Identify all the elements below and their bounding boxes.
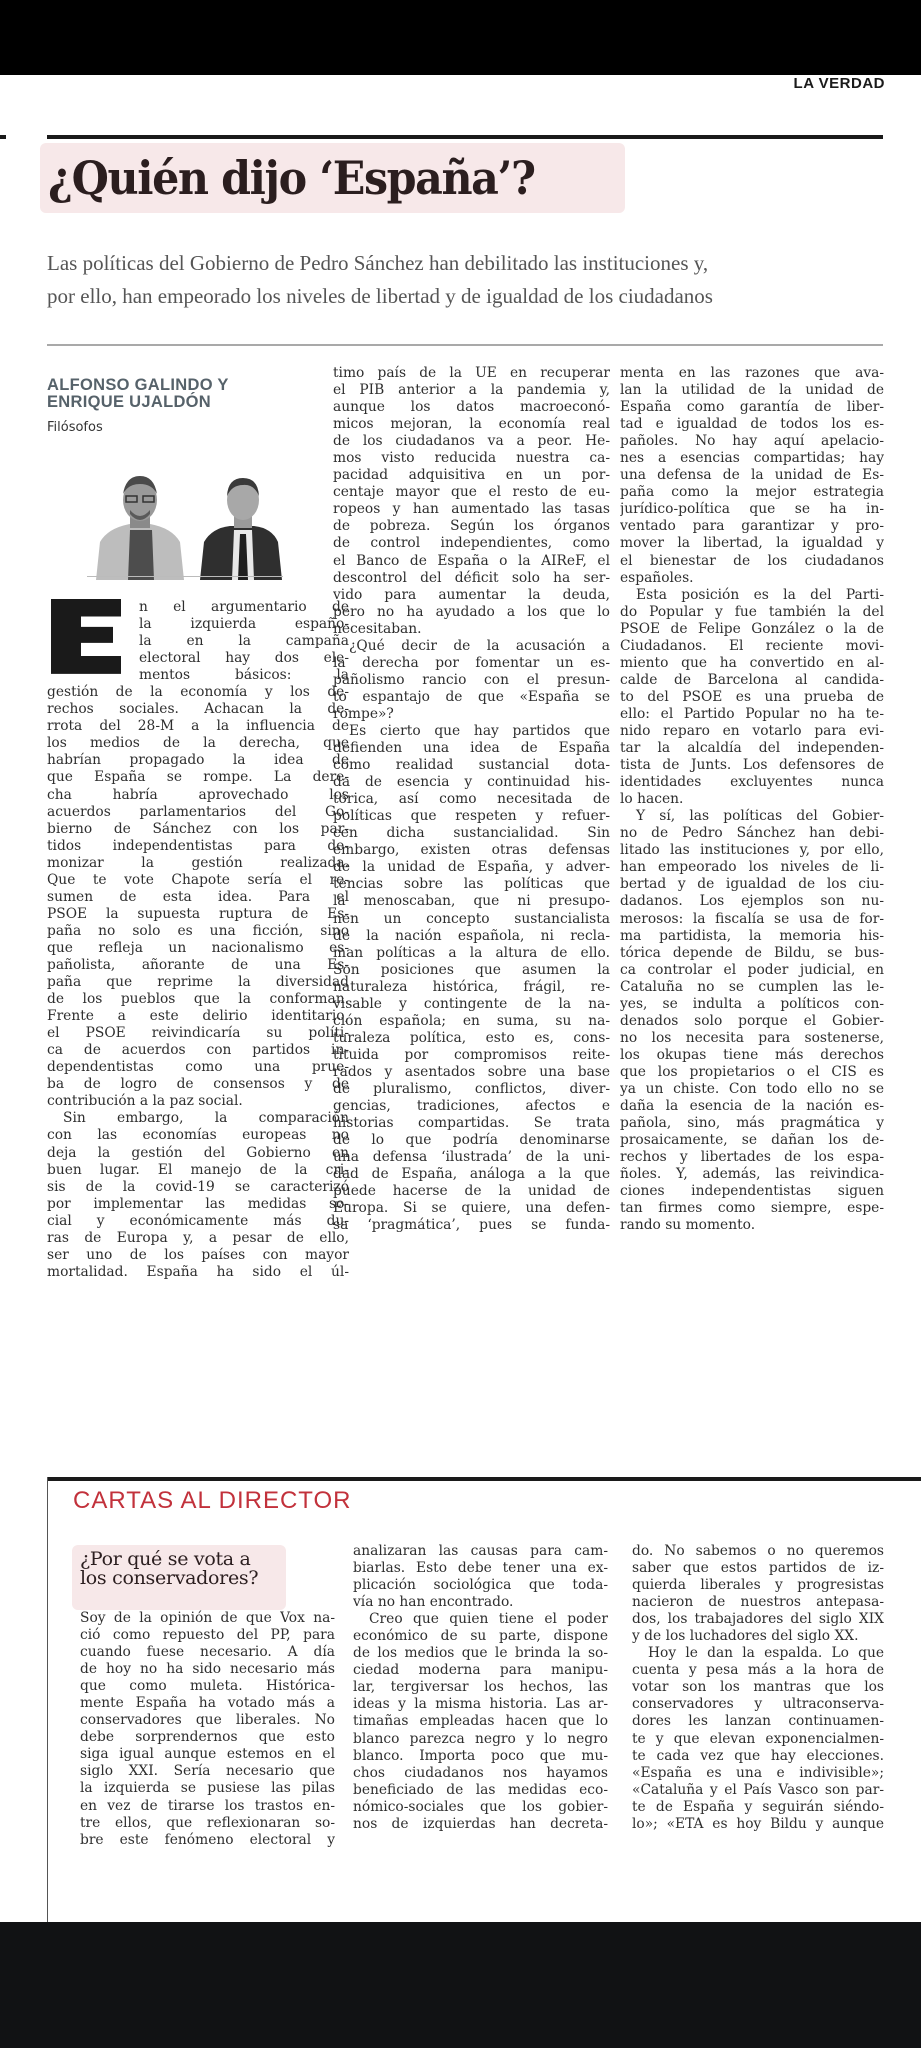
text-line: Frente a este delirio identitario, xyxy=(47,1008,349,1025)
text-line: centaje mayor que el resto de eu- xyxy=(333,484,610,501)
header-rule xyxy=(47,135,883,139)
text-line: ya un chiste. Con todo ello no se xyxy=(620,1080,884,1097)
text-line: que refleja un nacionalismo es- xyxy=(47,939,349,956)
text-line: no de Pedro Sánchez han debi- xyxy=(620,825,884,842)
text-line: pañolismo rancio con el presun- xyxy=(333,671,610,688)
text-line: que España se rompe. La dere- xyxy=(47,769,349,786)
text-line: tidos independentistas para de- xyxy=(47,837,349,854)
text-line: Hoy le dan la espalda. Lo que xyxy=(648,1645,884,1662)
text-line: Que te vote Chapote sería el re- xyxy=(47,871,349,888)
text-line: nen un concepto sustancialista xyxy=(333,910,610,927)
text-line: el PSOE reivindicaría su políti- xyxy=(47,1025,349,1042)
text-line: ello: el Partido Popular no ha te- xyxy=(620,705,884,722)
deck-rule xyxy=(47,344,883,346)
text-line: nido reparo en votarlo para evi- xyxy=(620,722,884,739)
text-line: España como garantía de liber- xyxy=(620,399,884,416)
text-line: de hoy no ha sido necesario más xyxy=(80,1661,335,1678)
bottom-black-bar xyxy=(0,1922,921,2048)
deck-line: Las políticas del Gobierno de Pedro Sánchez han debilitado las instituciones y, xyxy=(47,251,709,275)
text-line: sa ‘pragmática’, pues se funda- xyxy=(333,1217,610,1234)
text-line: tórica, así como necesitada de xyxy=(333,791,610,808)
text-line: ideas y la misma historia. Las ar- xyxy=(353,1696,608,1713)
text-line: ventado para garantizar y pro- xyxy=(620,518,884,535)
dropcap-line: la en la campaña xyxy=(139,633,349,650)
text-line: ropeos y han aumentado las tasas xyxy=(333,501,610,518)
article-column-2 xyxy=(333,365,610,1234)
text-line: tan firmes como siempre, espe- xyxy=(620,1200,884,1217)
text-line: ció como repuesto del PP, para xyxy=(80,1627,335,1644)
text-line: la derecha por fomentar un es- xyxy=(333,654,610,671)
text-line: de la nación española, ni recla- xyxy=(333,927,610,944)
text-line: timo país de la UE en recuperar xyxy=(333,365,610,381)
text-line: do Popular y fue también la del xyxy=(620,603,884,620)
column-3-body xyxy=(620,365,884,1234)
author-photo-1 xyxy=(96,476,184,580)
text-line: analizaran las causas para cam- xyxy=(353,1543,608,1559)
text-line: miento que ha convertido en al- xyxy=(620,654,884,671)
text-line: rechos y libertades de los espa- xyxy=(620,1149,884,1166)
deck-line: por ello, han empeorado los niveles de libertad y de igualdad de los ciudadanos xyxy=(47,284,713,308)
letter-title-line: los conservadores? xyxy=(80,1567,259,1589)
text-line: el bienestar de los ciudadanos xyxy=(620,552,884,569)
text-line: ción española; en suma, su na- xyxy=(333,1012,610,1029)
text-line: paña que reprime la diversidad xyxy=(47,974,349,991)
text-line: litado las instituciones y, por ello, xyxy=(620,842,884,859)
text-line: económico de su parte, dispone xyxy=(353,1628,608,1645)
text-line: Creo que quien tiene el poder xyxy=(369,1611,608,1628)
text-line: cuenta y pesa más a la hora de xyxy=(632,1662,884,1679)
text-line: pacidad adquisitiva en un por- xyxy=(333,467,610,484)
text-line: to espantajo de que «España se xyxy=(333,688,610,705)
text-line: rrota del 28-M a la influencia de xyxy=(47,718,349,735)
text-line: que los propietarios o el CIS es xyxy=(620,1063,884,1080)
text-line: acuerdos parlamentarios del Go- xyxy=(47,803,349,820)
text-line: visable y contingente de la na- xyxy=(333,995,610,1012)
text-line: sumen de esta idea. Para el xyxy=(47,888,349,905)
newspaper-page xyxy=(0,75,921,1922)
text-line: el Banco de España o la AIReF, el xyxy=(333,552,610,569)
author-photos xyxy=(88,470,284,580)
text-line: españoles. xyxy=(620,569,694,586)
text-line: paña no solo es una ficción, sino xyxy=(47,922,349,939)
text-line: cuando fuese necesario. A día xyxy=(80,1644,335,1661)
letter-column-1 xyxy=(80,1610,335,1849)
text-line: Europa. Si se quiere, una defen- xyxy=(333,1200,610,1217)
text-line: ma partidista, la memoria his- xyxy=(620,927,884,944)
text-line: mover la libertad, la igualdad y xyxy=(620,535,884,552)
article-column-1 xyxy=(47,599,349,1281)
text-line: de control independientes, como xyxy=(333,535,610,552)
text-line: necesitaban. xyxy=(333,620,422,637)
text-line: lar, tergiversar los hechos, las xyxy=(353,1679,608,1696)
letter-title xyxy=(80,1550,258,1588)
text-line: habrían propagado la idea de xyxy=(47,752,349,769)
text-line: han empeorado los niveles de li- xyxy=(620,859,884,876)
text-line: nacieron de nuestros antepasa- xyxy=(632,1594,884,1611)
article-title: ¿Quién dijo ‘España’? xyxy=(48,151,535,205)
text-line: denados solo porque el Gobier- xyxy=(620,1012,884,1029)
text-line: no los necesita para sostenerse, xyxy=(620,1029,884,1046)
text-line: menta en las razones que ava- xyxy=(620,365,884,381)
article-column-3 xyxy=(620,365,884,1234)
text-line: dependentistas como una prue- xyxy=(47,1059,349,1076)
text-line: calde de Barcelona al candida- xyxy=(620,671,884,688)
text-line: timañas empleadas hacen que lo xyxy=(353,1713,608,1730)
text-line: te de España y seguirán siéndo- xyxy=(632,1798,884,1815)
text-line: dadanos. Los ejemplos son nu- xyxy=(620,893,884,910)
text-line: monizar la gestión realizada. xyxy=(47,854,349,871)
text-line: políticas que respeten y refuer- xyxy=(333,808,610,825)
text-line: beneficiado de las medidas eco- xyxy=(353,1781,608,1798)
text-line: Son posiciones que asumen la xyxy=(333,961,610,978)
dropcap-line: electoral hay dos ele- xyxy=(139,650,349,667)
text-line: paña como la mejor estrategia xyxy=(620,484,884,501)
text-line: ¿Qué decir de la acusación a xyxy=(349,637,610,654)
text-line: rados y asentados sobre una base xyxy=(333,1063,610,1080)
text-line: Soy de la opinión de que Vox na- xyxy=(80,1610,335,1626)
text-line: mos visto reducida nuestra ca- xyxy=(333,450,610,467)
text-line: con las economías europeas no xyxy=(47,1127,349,1144)
text-line: naturaleza histórica, frágil, re- xyxy=(333,978,610,995)
letters-section-border xyxy=(47,1477,48,1922)
top-black-bar xyxy=(0,0,921,75)
text-line: bierno de Sánchez con los par- xyxy=(47,820,349,837)
text-line: micos mejoran, la economía real xyxy=(333,416,610,433)
text-line: lo»; «ETA es hoy Bildu y aunque xyxy=(632,1815,884,1832)
text-line: PSOE de Felipe González o la de xyxy=(620,620,884,637)
text-line: turaleza política, esto es, cons- xyxy=(333,1029,610,1046)
text-line: rompe»? xyxy=(333,705,394,722)
text-line: el PIB anterior a la pandemia y, xyxy=(333,382,610,399)
text-line: pañolista, añorante de una Es- xyxy=(47,956,349,973)
text-line: mortalidad. España ha sido el úl- xyxy=(47,1263,349,1280)
text-line: da de esencia y continuidad his- xyxy=(333,774,610,791)
text-line: ser uno de los países con mayor xyxy=(47,1246,349,1263)
text-line: ca de acuerdos con partidos in- xyxy=(47,1042,349,1059)
author-photo-2 xyxy=(200,478,282,580)
byline-line: ALFONSO GALINDO Y xyxy=(47,376,229,394)
letter-column-1-body xyxy=(80,1610,335,1849)
text-line: conservadores y ultraconserva- xyxy=(632,1696,884,1713)
text-line: blanco. Importa poco que mu- xyxy=(353,1747,608,1764)
text-line: bertad y de igualdad de los ciu- xyxy=(620,876,884,893)
text-line: tre ellos, que reflexionaran so- xyxy=(80,1814,335,1831)
text-line: ras de Europa y, a pesar de ello, xyxy=(47,1229,349,1246)
text-line: tituida por compromisos reite- xyxy=(333,1046,610,1063)
text-line: en vez de tirarse los trastos en- xyxy=(80,1797,335,1814)
text-line: de los pueblos que la conforman. xyxy=(47,991,349,1008)
text-line: deja la gestión del Gobierno en xyxy=(47,1144,349,1161)
text-line: cha habría aprovechado los xyxy=(47,786,349,803)
author-role: Filósofos xyxy=(47,420,103,435)
text-line: conservadores que liberales. No xyxy=(80,1712,335,1729)
text-line: una defensa ‘ilustrada’ de la uni- xyxy=(333,1149,610,1166)
text-line: de pluralismo, conflictos, diver- xyxy=(333,1080,610,1097)
letter-column-2 xyxy=(353,1543,608,1833)
text-line: buen lugar. El manejo de la cri- xyxy=(47,1161,349,1178)
text-line: prosaicamente, se dañan los de- xyxy=(620,1132,884,1149)
photo-baseline-rule xyxy=(87,576,283,577)
text-line: dad de España, análoga a la que xyxy=(333,1166,610,1183)
text-line: dos, los trabajadores del siglo XIX xyxy=(632,1611,884,1628)
text-line: de pobreza. Según los órganos xyxy=(333,518,610,535)
text-line: la izquierda se pusiese las pilas xyxy=(80,1780,335,1797)
text-line: historias compartidas. Se trata xyxy=(333,1115,610,1132)
text-line: de los medios que le brinda la so- xyxy=(353,1645,608,1662)
text-line: Es cierto que hay partidos que xyxy=(349,722,610,739)
text-line: PSOE la supuesta ruptura de Es- xyxy=(47,905,349,922)
text-line: yes, se indulta a políticos con- xyxy=(620,995,884,1012)
publication-name: LA VERDAD xyxy=(793,75,885,92)
text-line: «Cataluña y el País Vasco son par- xyxy=(632,1781,884,1798)
text-line: los okupas tiene más derechos xyxy=(620,1046,884,1063)
text-line: biarlas. Esto debe tener una ex- xyxy=(353,1560,608,1577)
text-line: que como muleta. Histórica- xyxy=(80,1678,335,1695)
text-line: pañoles. No hay aquí apelacio- xyxy=(620,433,884,450)
text-line: tar la alcaldía del independen- xyxy=(620,740,884,757)
text-line: Sin embargo, la comparación xyxy=(63,1110,349,1127)
text-line: «España es una e indivisible»; xyxy=(632,1764,884,1781)
text-line: vía no han encontrado. xyxy=(353,1594,514,1611)
text-line: lo hacen. xyxy=(620,791,684,808)
text-line: aunque los datos macroeconó- xyxy=(333,399,610,416)
text-line: por implementar las medidas so- xyxy=(47,1195,349,1212)
text-line: quierda liberales y progresistas xyxy=(632,1577,884,1594)
text-line: pañola, sino, más pragmática y xyxy=(620,1115,884,1132)
text-line: sis de la covid-19 se caracterizó xyxy=(47,1178,349,1195)
text-line: rando su momento. xyxy=(620,1217,756,1234)
text-line: de lo que podría denominarse xyxy=(333,1132,610,1149)
text-line: chos ciudadanos nos hayamos xyxy=(353,1764,608,1781)
text-line: tencias sobre las políticas que xyxy=(333,876,610,893)
dropcap-line: mentos básicos: la xyxy=(139,667,349,684)
text-line: siga igual aunque estemos en el xyxy=(80,1746,335,1763)
text-line: tad e igualdad de todos los es- xyxy=(620,416,884,433)
text-line: blanco parezca negro y lo negro xyxy=(353,1730,608,1747)
text-line: nómico-sociales que los gobier- xyxy=(353,1798,608,1815)
text-line: los medios de la derecha, que xyxy=(47,735,349,752)
byline-line: ENRIQUE UJALDÓN xyxy=(47,393,212,411)
text-line: ñoles. Y, además, las reivindica- xyxy=(620,1166,884,1183)
text-line: de los ciudadanos va a peor. He- xyxy=(333,433,610,450)
text-line: tórica depende de Bildu, se bus- xyxy=(620,944,884,961)
text-line: como realidad sustancial dota- xyxy=(333,757,610,774)
text-line: ba de logro de consensos y de xyxy=(47,1076,349,1093)
text-line: mente España ha votado más a xyxy=(80,1695,335,1712)
text-line: nes a esencias compartidas; hay xyxy=(620,450,884,467)
text-line: la menoscaban, que ni presupo- xyxy=(333,893,610,910)
text-line: to del PSOE es una prueba de xyxy=(620,688,884,705)
dropcap-line: la izquierda españo- xyxy=(139,616,349,633)
text-line: debe sorprendernos que esto xyxy=(80,1729,335,1746)
text-line: nos de izquierdas han decreta- xyxy=(353,1815,608,1832)
letter-column-3 xyxy=(632,1543,884,1833)
text-line: tista de Junts. Los defensores de xyxy=(620,757,884,774)
letter-title-line: ¿Por qué se vota a xyxy=(80,1548,251,1570)
letters-section-rule xyxy=(47,1477,921,1481)
text-line: vido para aumentar la deuda, xyxy=(333,586,610,603)
text-line: siglo XXI. Sería necesario que xyxy=(80,1763,335,1780)
byline xyxy=(47,377,229,411)
article-deck xyxy=(47,247,887,313)
text-line: Y sí, las políticas del Gobier- xyxy=(636,808,884,825)
text-line: Cataluña no se cumplen las le- xyxy=(620,978,884,995)
text-line: y de los luchadores del siglo XX. xyxy=(632,1628,859,1645)
text-line: ciones independentistas siguen xyxy=(620,1183,884,1200)
dropcap-line: n el argumentario de xyxy=(139,599,349,615)
text-line: puede hacerse de la unidad de xyxy=(333,1183,610,1200)
text-line: descontrol del déficit solo ha ser- xyxy=(333,569,610,586)
text-line: defienden una idea de España xyxy=(333,740,610,757)
text-line: cen dicha sustancialidad. Sin xyxy=(333,825,610,842)
text-line: Ciudadanos. El reciente movi- xyxy=(620,637,884,654)
text-line: te cada vez que hay elecciones. xyxy=(632,1747,884,1764)
dropcap-letter-e xyxy=(47,599,122,679)
letter-column-3-body xyxy=(632,1543,884,1833)
text-line: ciedad moderna para manipu- xyxy=(353,1662,608,1679)
text-line: votar son los mantras que los xyxy=(632,1679,884,1696)
text-line: bre este fenómeno electoral y xyxy=(80,1831,335,1848)
text-line: contribución a la paz social. xyxy=(47,1093,243,1110)
dropcap-paragraph xyxy=(47,599,349,684)
text-line: Esta posición es la del Parti- xyxy=(636,586,884,603)
text-line: de la unidad de España, y adver- xyxy=(333,859,610,876)
text-line: daña la esencia de la nación es- xyxy=(620,1098,884,1115)
text-line: gestión de la economía y los de- xyxy=(47,684,349,701)
text-line: cial y económicamente más du- xyxy=(47,1212,349,1229)
text-line: man políticas a la altura de ello. xyxy=(333,944,610,961)
text-line: identidades excluyentes nunca xyxy=(620,774,884,791)
text-line: jurídico-política que se ha in- xyxy=(620,501,884,518)
column-2-body xyxy=(333,365,610,1234)
text-line: rechos sociales. Achacan la de- xyxy=(47,701,349,718)
text-line: saber que estos partidos de iz- xyxy=(632,1560,884,1577)
text-line: te y que elevan exponencialmen- xyxy=(632,1730,884,1747)
text-line: lan la utilidad de la unidad de xyxy=(620,382,884,399)
text-line: dores les lanzan continuamen- xyxy=(632,1713,884,1730)
column-1-body xyxy=(47,684,349,1281)
text-line: pero no ha ayudado a los que lo xyxy=(333,603,610,620)
text-line: gencias, tradiciones, afectos e xyxy=(333,1098,610,1115)
text-line: do. No sabemos o no queremos xyxy=(632,1543,884,1559)
text-line: merosos: la fiscalía se usa de for- xyxy=(620,910,884,927)
text-line: una defensa de la unidad de Es- xyxy=(620,467,884,484)
adjacent-page-rule-fragment xyxy=(0,135,6,139)
text-line: plicación sociológica que toda- xyxy=(353,1577,608,1594)
text-line: ca controlar el poder judicial, en xyxy=(620,961,884,978)
letters-section-heading: CARTAS AL DIRECTOR xyxy=(73,1487,352,1514)
letter-column-2-body xyxy=(353,1543,608,1833)
text-line: embargo, existen otras defensas xyxy=(333,842,610,859)
